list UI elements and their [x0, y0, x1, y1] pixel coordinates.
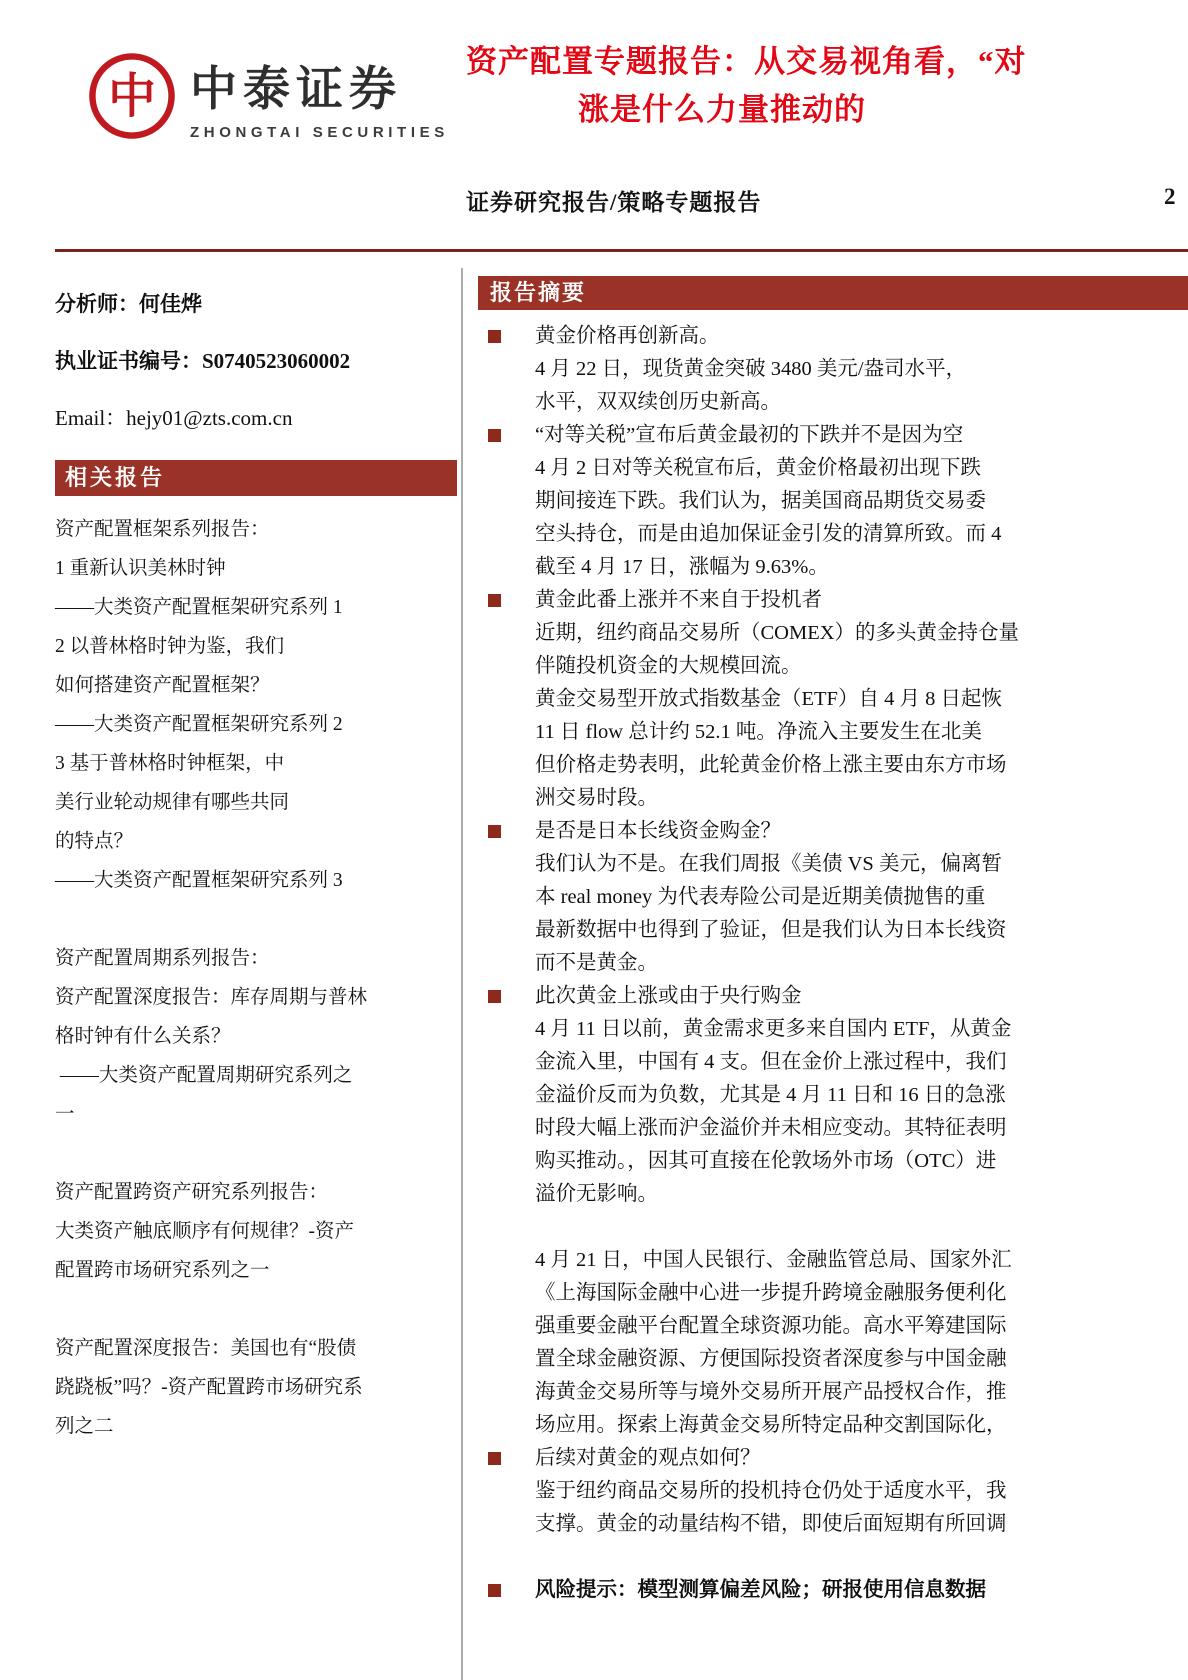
related-report-line: ——大类资产配置框架研究系列 3: [55, 870, 343, 891]
bullet-text-line: 水平，双双续创历史新高。: [535, 391, 781, 413]
related-report-line: ——大类资产配置框架研究系列 1: [55, 597, 343, 618]
bullet-text-line: 强重要金融平台配置全球资源功能。高水平筹建国际: [535, 1315, 1007, 1337]
bullet-text-line: 洲交易时段。: [535, 787, 658, 809]
bullet-text-line: 伴随投机资金的大规模回流。: [535, 655, 802, 677]
bullet-text-line: 场应用。探索上海黄金交易所特定品种交割国际化，: [535, 1414, 1007, 1436]
bullet-title: 后续对黄金的观点如何？: [535, 1447, 761, 1469]
bullet-marker-icon: [488, 825, 501, 838]
bullet-text-line: 置全球金融资源、方便国际投资者深度参与中国金融: [535, 1348, 1007, 1370]
bullet-text-line: 支撑。黄金的动量结构不错，即使后面短期有所回调: [535, 1513, 1007, 1535]
summary-bullet: [478, 1574, 1188, 1607]
summary-bullet: [478, 584, 1188, 815]
related-report-line: 资产配置深度报告：美国也有“股债: [55, 1338, 357, 1359]
bullet-text-line: 金流入里，中国有 4 支。但在金价上涨过程中，我们: [535, 1051, 1007, 1073]
bullet-text-line: 近期，纽约商品交易所（COMEX）的多头黄金持仓量: [535, 622, 1020, 644]
summary-bullet: [478, 419, 1188, 584]
bullet-text-line: 《上海国际金融中心进一步提升跨境金融服务便利化: [535, 1282, 1007, 1304]
bullet-text-line: 最新数据中也得到了验证，但是我们认为日本长线资: [535, 919, 1007, 941]
bullet-text-line: 11 日 flow 总计约 52.1 吨。净流入主要发生在北美: [535, 721, 982, 743]
bullet-text-line: 黄金交易型开放式指数基金（ETF）自 4 月 8 日起恢: [535, 688, 1002, 710]
bullet-text-line: 而不是黄金。: [535, 952, 658, 974]
bullet-marker-icon: [488, 1452, 501, 1465]
summary-bullet: [478, 980, 1188, 1442]
related-report-line: 美行业轮动规律有哪些共同: [55, 792, 290, 813]
related-reports-list: [55, 510, 457, 1446]
bullet-text-line: 本 real money 为代表寿险公司是近期美债抛售的重: [535, 886, 986, 908]
bullet-title: 是否是日本长线资金购金？: [535, 820, 781, 842]
bullet-body: [535, 452, 1188, 584]
related-report-line: 资产配置深度报告：库存周期与普林: [55, 987, 368, 1008]
related-report-line: 的特点？: [55, 831, 134, 852]
bullet-text-line: 期间接连下跌。我们认为，据美国商品期货交易委: [535, 490, 986, 512]
svg-text:中: 中: [108, 70, 156, 124]
bullet-text-line: [535, 1211, 1188, 1244]
brand-name-cn: 中泰证券: [190, 63, 402, 116]
brand-name-en: ZHONGTAI SECURITIES: [190, 123, 449, 141]
bullet-text-line: 截至 4 月 17 日，涨幅为 9.63%。: [535, 556, 829, 578]
bullet-text-line: [535, 1541, 1188, 1574]
report-category: 证券研究报告/策略专题报告: [466, 190, 762, 215]
related-report-line: 列之二: [55, 1416, 114, 1437]
analyst-cert-number: 执业证书编号：S0740523060002: [55, 349, 351, 373]
analyst-email: Email：hejy01@zts.com.cn: [55, 406, 293, 430]
bullet-body: [535, 848, 1188, 980]
report-title-line2: 涨是什么力量推动的: [578, 92, 866, 127]
summary-bullet-list: [478, 320, 1188, 1607]
bullet-body: [535, 353, 1188, 419]
bullet-text-line: 空头持仓，而是由追加保证金引发的清算所致。而 4: [535, 523, 1002, 545]
bullet-marker-icon: [488, 1584, 501, 1597]
bullet-text-line: 购买推动。，因其可直接在伦敦场外市场（OTC）进: [535, 1150, 997, 1172]
bullet-title: 风险提示：模型测算偏差风险；研报使用信息数据: [535, 1579, 986, 1601]
related-report-line: [55, 1290, 457, 1329]
summary-bullet: [478, 815, 1188, 980]
related-report-line: 配置跨市场研究系列之一: [55, 1260, 270, 1281]
brand-text: [190, 52, 449, 141]
related-report-line: 格时钟有什么关系？: [55, 1026, 231, 1047]
report-date-fragment: 2: [1164, 184, 1176, 209]
report-title-line1: 资产配置专题报告：从交易视角看，“对: [466, 44, 1027, 79]
bullet-text-line: 我们认为不是。在我们周报《美债 VS 美元，偏离暂: [535, 853, 1002, 875]
bullet-body: [535, 1475, 1188, 1574]
analyst-name: 分析师：何佳烨: [55, 292, 202, 316]
related-report-line: ——大类资产配置周期研究系列之: [55, 1065, 353, 1086]
header-divider-rule: [55, 249, 1188, 252]
bullet-text-line: 但价格走势表明，此轮黄金价格上涨主要由东方市场: [535, 754, 1007, 776]
summary-bullet: [478, 1442, 1188, 1574]
column-divider-line: [461, 268, 463, 1680]
related-report-line: 如何搭建资产配置框架？: [55, 675, 270, 696]
bullet-text-line: 4 月 2 日对等关税宣布后，黄金价格最初出现下跌: [535, 457, 981, 479]
bullet-text-line: 金溢价反而为负数，尤其是 4 月 11 日和 16 日的急涨: [535, 1084, 1006, 1106]
bullet-title: 黄金价格再创新高。: [535, 325, 720, 347]
brand-block: [86, 50, 449, 142]
related-report-line: ——大类资产配置框架研究系列 2: [55, 714, 343, 735]
related-report-line: 资产配置跨资产研究系列报告：: [55, 1182, 329, 1203]
bullet-text-line: 4 月 21 日，中国人民银行、金融监管总局、国家外汇: [535, 1249, 1012, 1271]
bullet-text-line: 溢价无影响。: [535, 1183, 658, 1205]
related-report-line: 资产配置框架系列报告：: [55, 519, 270, 540]
related-report-line: 2 以普林格时钟为鉴，我们: [55, 636, 285, 657]
related-report-line: 一: [55, 1104, 75, 1125]
bullet-title: “对等关税”宣布后黄金最初的下跌并不是因为空: [535, 424, 964, 446]
summary-bullet: [478, 320, 1188, 419]
sidebar-column: [55, 288, 457, 1446]
related-report-line: [55, 900, 457, 939]
bullet-marker-icon: [488, 330, 501, 343]
related-report-line: 3 基于普林格时钟框架，中: [55, 753, 285, 774]
bullet-text-line: 时段大幅上涨而沪金溢价并未相应变动。其特征表明: [535, 1117, 1007, 1139]
zhongtai-logo-icon: [86, 50, 178, 142]
bullet-title: 此次黄金上涨或由于央行购金: [535, 985, 802, 1007]
related-report-line: 跷跷板”吗？-资产配置跨市场研究系: [55, 1377, 363, 1398]
bullet-title: 黄金此番上涨并不来自于投机者: [535, 589, 822, 611]
bullet-text-line: 海黄金交易所等与境外交易所开展产品授权合作，推: [535, 1381, 1007, 1403]
summary-header: 报告摘要: [478, 276, 1188, 310]
related-report-line: 1 重新认识美林时钟: [55, 558, 226, 579]
related-report-line: 大类资产触底顺序有何规律？-资产: [55, 1221, 354, 1242]
related-report-line: [55, 1134, 457, 1173]
bullet-marker-icon: [488, 429, 501, 442]
summary-column: [478, 276, 1188, 1607]
bullet-body: [535, 1013, 1188, 1442]
related-report-line: 资产配置周期系列报告：: [55, 948, 270, 969]
bullet-text-line: 4 月 11 日以前，黄金需求更多来自国内 ETF，从黄金: [535, 1018, 1012, 1040]
bullet-text-line: 4 月 22 日，现货黄金突破 3480 美元/盎司水平，: [535, 358, 967, 380]
bullet-text-line: 鉴于纽约商品交易所的投机持仓仍处于适度水平，我: [535, 1480, 1007, 1502]
bullet-marker-icon: [488, 990, 501, 1003]
related-reports-header: 相关报告: [55, 460, 457, 496]
bullet-marker-icon: [488, 594, 501, 607]
bullet-body: [535, 617, 1188, 815]
